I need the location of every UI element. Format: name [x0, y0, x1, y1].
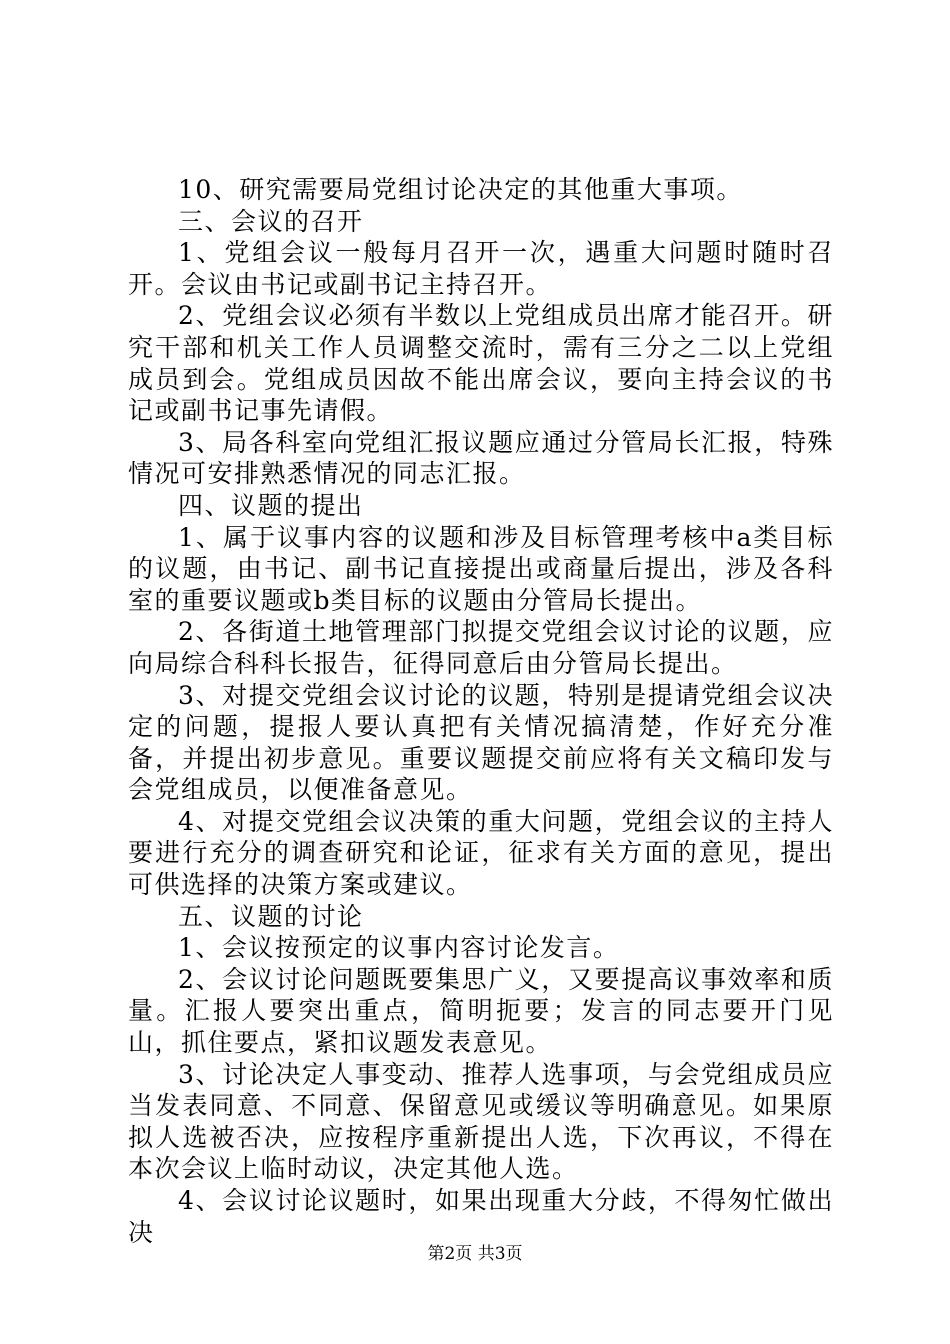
paragraph-proposal-4: 4、对提交党组会议决策的重大问题，党组会议的主持人要进行充分的调查研究和论证，征求有关方面的意见，提出可供选择的决策方案或建议。	[128, 806, 834, 900]
paragraph-convening-1: 1、党组会议一般每月召开一次，遇重大问题时随时召开。会议由书记或副书记主持召开。	[128, 238, 834, 299]
paragraph-discussion-4: 4、会议讨论议题时，如果出现重大分歧，不得匆忙做出决	[128, 1186, 834, 1247]
section-heading-topic-proposal: 四、议题的提出	[178, 490, 364, 520]
paragraph-convening-3: 3、局各科室向党组汇报议题应通过分管局长汇报，特殊情况可安排熟悉情况的同志汇报。	[128, 427, 834, 489]
document-body	[128, 174, 834, 1248]
page-number-footer: 第2页 共3页	[427, 1244, 523, 1264]
paragraph-item-10: 10、研究需要局党组讨论决定的其他重大事项。	[178, 175, 743, 204]
paragraph-convening-2: 2、党组会议必须有半数以上党组成员出席才能召开。研究干部和机关工作人员调整交流时，需有三分之二以上党组成员到会。党组成员因故不能出席会议，要向主持会议的书记或副书记事先请假。	[128, 301, 834, 426]
paragraph-discussion-1: 1、会议按预定的议事内容讨论发言。	[178, 933, 620, 963]
paragraph-proposal-1: 1、属于议事内容的议题和涉及目标管理考核中a类目标的议题，由书记、副书记直接提出或商量后提出，涉及各科室的重要议题或b类目标的议题由分管局长提出。	[128, 522, 834, 615]
paragraph-proposal-3: 3、对提交党组会议讨论的议题，特别是提请党组会议决定的问题，提报人要认真把有关情况搞清楚，作好充分准备，并提出初步意见。重要议题提交前应将有关文稿印发与会党组成员，以便准备意见。	[128, 680, 834, 805]
paragraph-proposal-2: 2、各街道土地管理部门拟提交党组会议讨论的议题，应向局综合科科长报告，征得同意后由分管局长提出。	[128, 617, 834, 678]
paragraph-discussion-3: 3、讨论决定人事变动、推荐人选事项，与会党组成员应当发表同意、不同意、保留意见或缓议等明确意见。如果原拟人选被否决，应按程序重新提出人选，下次再议，不得在本次会议上临时动议，决定其他人选。	[128, 1059, 834, 1184]
section-heading-topic-discussion: 五、议题的讨论	[178, 901, 364, 931]
paragraph-discussion-2: 2、会议讨论问题既要集思广义，又要提高议事效率和质量。汇报人要突出重点，简明扼要；发言的同志要开门见山，抓住要点，紧扣议题发表意见。	[128, 964, 834, 1058]
section-heading-meeting-convening: 三、会议的召开	[178, 206, 364, 236]
